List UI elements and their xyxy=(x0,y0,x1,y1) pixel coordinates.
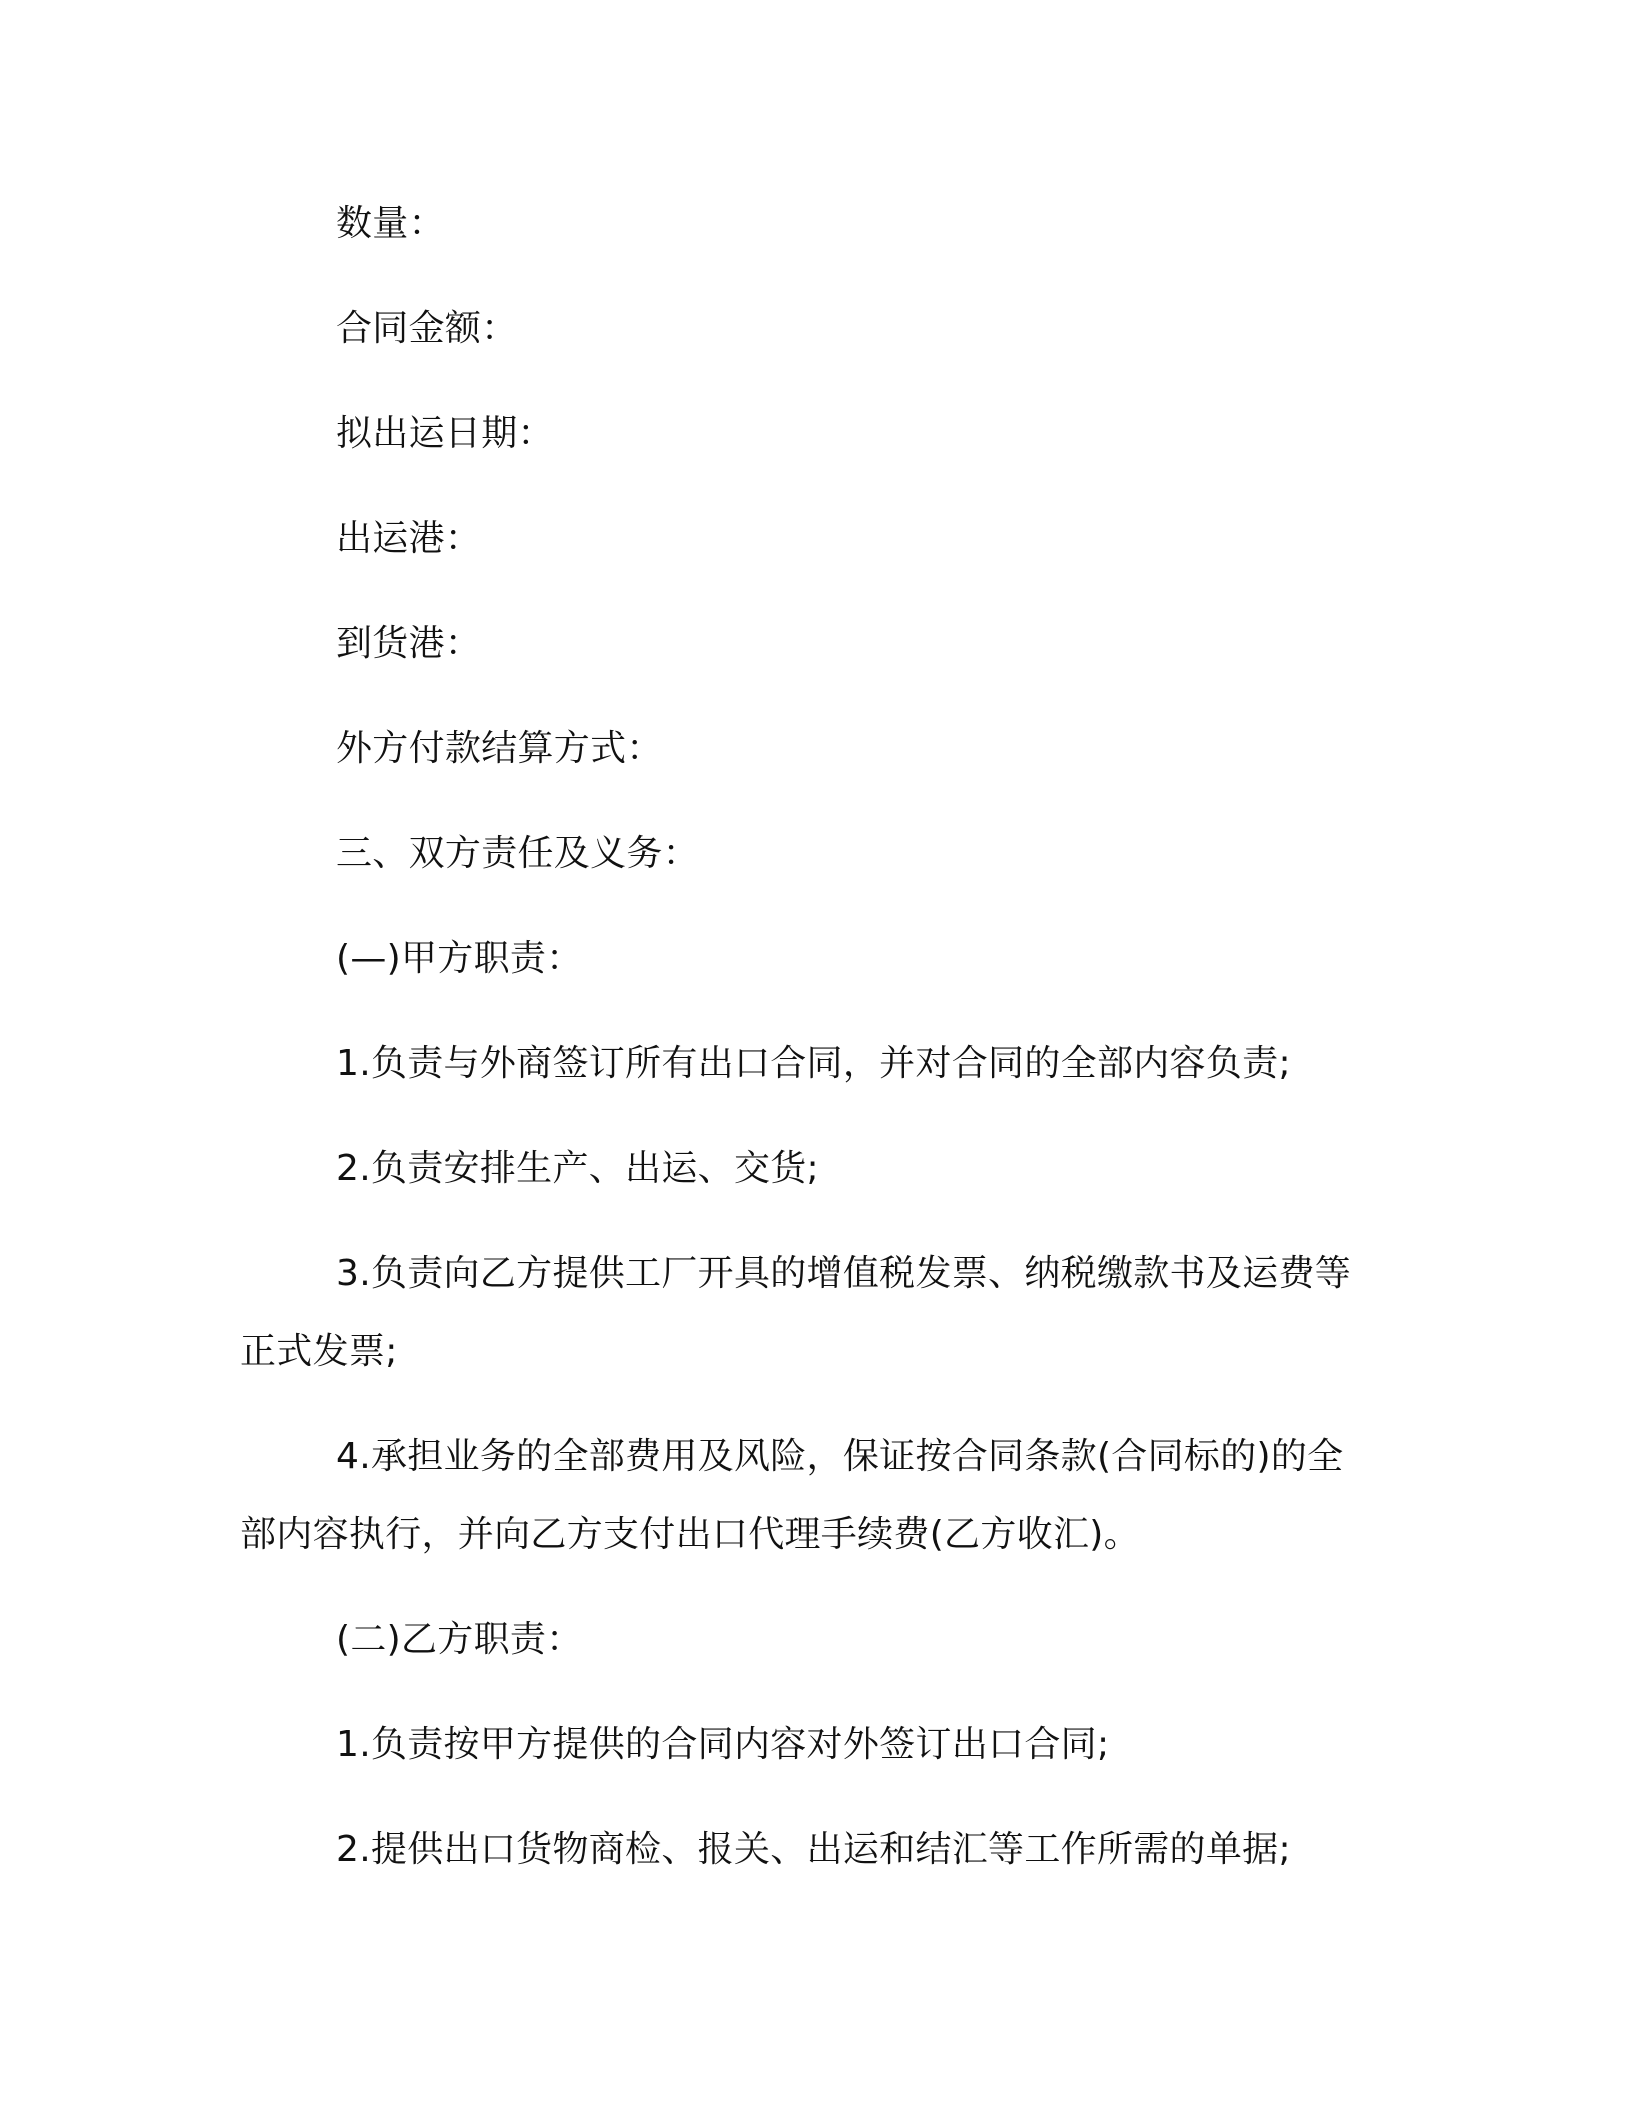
party-b-item-1: 1.负责按甲方提供的合同内容对外签订出口合同; xyxy=(336,1724,1110,1765)
document-body xyxy=(240,185,1370,1916)
field-quantity: 数量： xyxy=(336,203,445,244)
field-contract-amount: 合同金额： xyxy=(336,308,518,349)
field-planned-shipping-date: 拟出运日期： xyxy=(336,413,554,454)
field-payment-settlement-method: 外方付款结算方式： xyxy=(336,728,663,769)
party-b-item-2: 2.提供出口货物商检、报关、出运和结汇等工作所需的单据; xyxy=(336,1829,1291,1870)
subsection-heading-party-a: (—)甲方职责： xyxy=(336,938,583,979)
subsection-heading-party-b: (二)乙方职责： xyxy=(336,1619,583,1660)
field-port-of-destination: 到货港： xyxy=(336,623,482,664)
party-a-item-3: 3.负责向乙方提供工厂开具的增值税发票、纳税缴款书及运费等正式发票; xyxy=(240,1253,1352,1372)
section-heading-responsibilities: 三、双方责任及义务： xyxy=(336,833,700,874)
party-a-item-2: 2.负责安排生产、出运、交货; xyxy=(336,1148,819,1189)
party-a-item-4: 4.承担业务的全部费用及风险，保证按合同条款(合同标的)的全部内容执行，并向乙方支付出口代理手续费(乙方收汇)。 xyxy=(240,1436,1344,1555)
field-port-of-shipment: 出运港： xyxy=(336,518,482,559)
party-a-item-1: 1.负责与外商签订所有出口合同，并对合同的全部内容负责; xyxy=(336,1043,1291,1084)
